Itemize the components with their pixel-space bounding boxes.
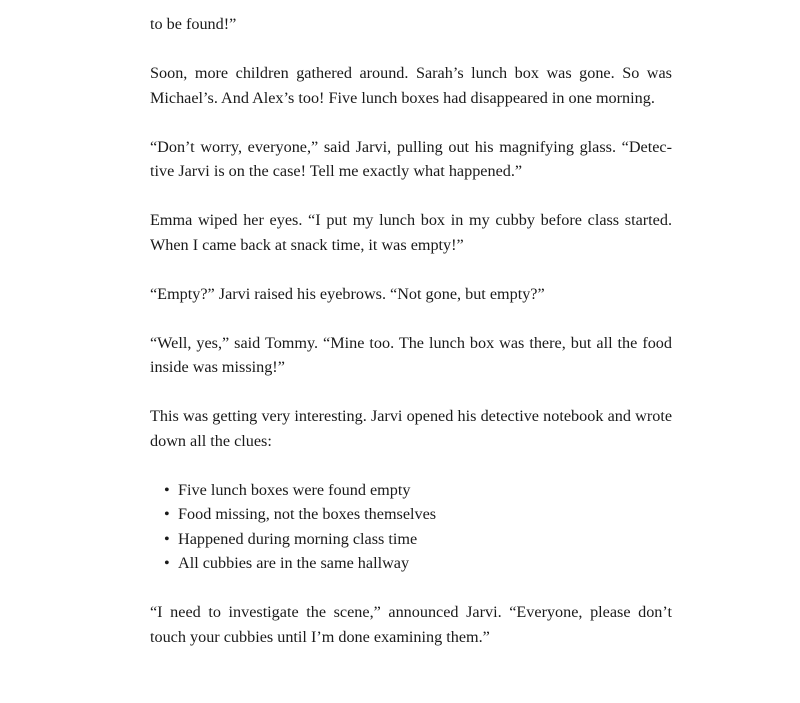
paragraph-4: Emma wiped her eyes. “I put my lunch box in my cubby before class started. When I came back at snack time, it was empty!”: [150, 211, 672, 254]
list-item: [150, 502, 672, 527]
clue-text: Five lunch boxes were found empty: [178, 480, 411, 499]
list-item: [150, 527, 672, 552]
clue-text: All cubbies are in the same hallway: [178, 554, 410, 572]
paragraph-3: “Don’t worry, everyone,” said Jarvi, pulling out his magnifying glass. “Detective Jarvi is on the case! Tell me exactly what happened.”: [150, 137, 672, 180]
bullet-icon: •: [164, 505, 170, 523]
paragraph-6: “Well, yes,” said Tommy. “Mine too. The lunch box was there, but all the food inside was missing!”: [150, 333, 672, 376]
paragraph-2: Soon, more children gathered around. Sarah’s lunch box was gone. So was Michael’s. And Alex’s too! Five lunch boxes had disappeared in one morning.: [150, 64, 672, 107]
document-page: [150, 12, 672, 674]
clue-text: Food missing, not the boxes themselves: [178, 505, 437, 523]
list-item: [150, 478, 672, 503]
paragraph-7: This was getting very interesting. Jarvi opened his detective notebook and wrote down all the clues:: [150, 407, 672, 450]
clue-list: [150, 478, 672, 576]
clue-text: Happened during morning class time: [178, 529, 418, 548]
bullet-icon: •: [164, 554, 170, 572]
paragraph-1: to be found!”: [150, 15, 237, 33]
list-item: [150, 551, 672, 576]
paragraph-8: “I need to investigate the scene,” announced Jarvi. “Everyone, please don’t touch your cubbies until I’m done examining them.”: [150, 603, 672, 646]
paragraph-5: “Empty?” Jarvi raised his eyebrows. “Not gone, but empty?”: [150, 284, 545, 303]
bullet-icon: •: [164, 529, 170, 548]
bullet-icon: •: [164, 480, 170, 499]
